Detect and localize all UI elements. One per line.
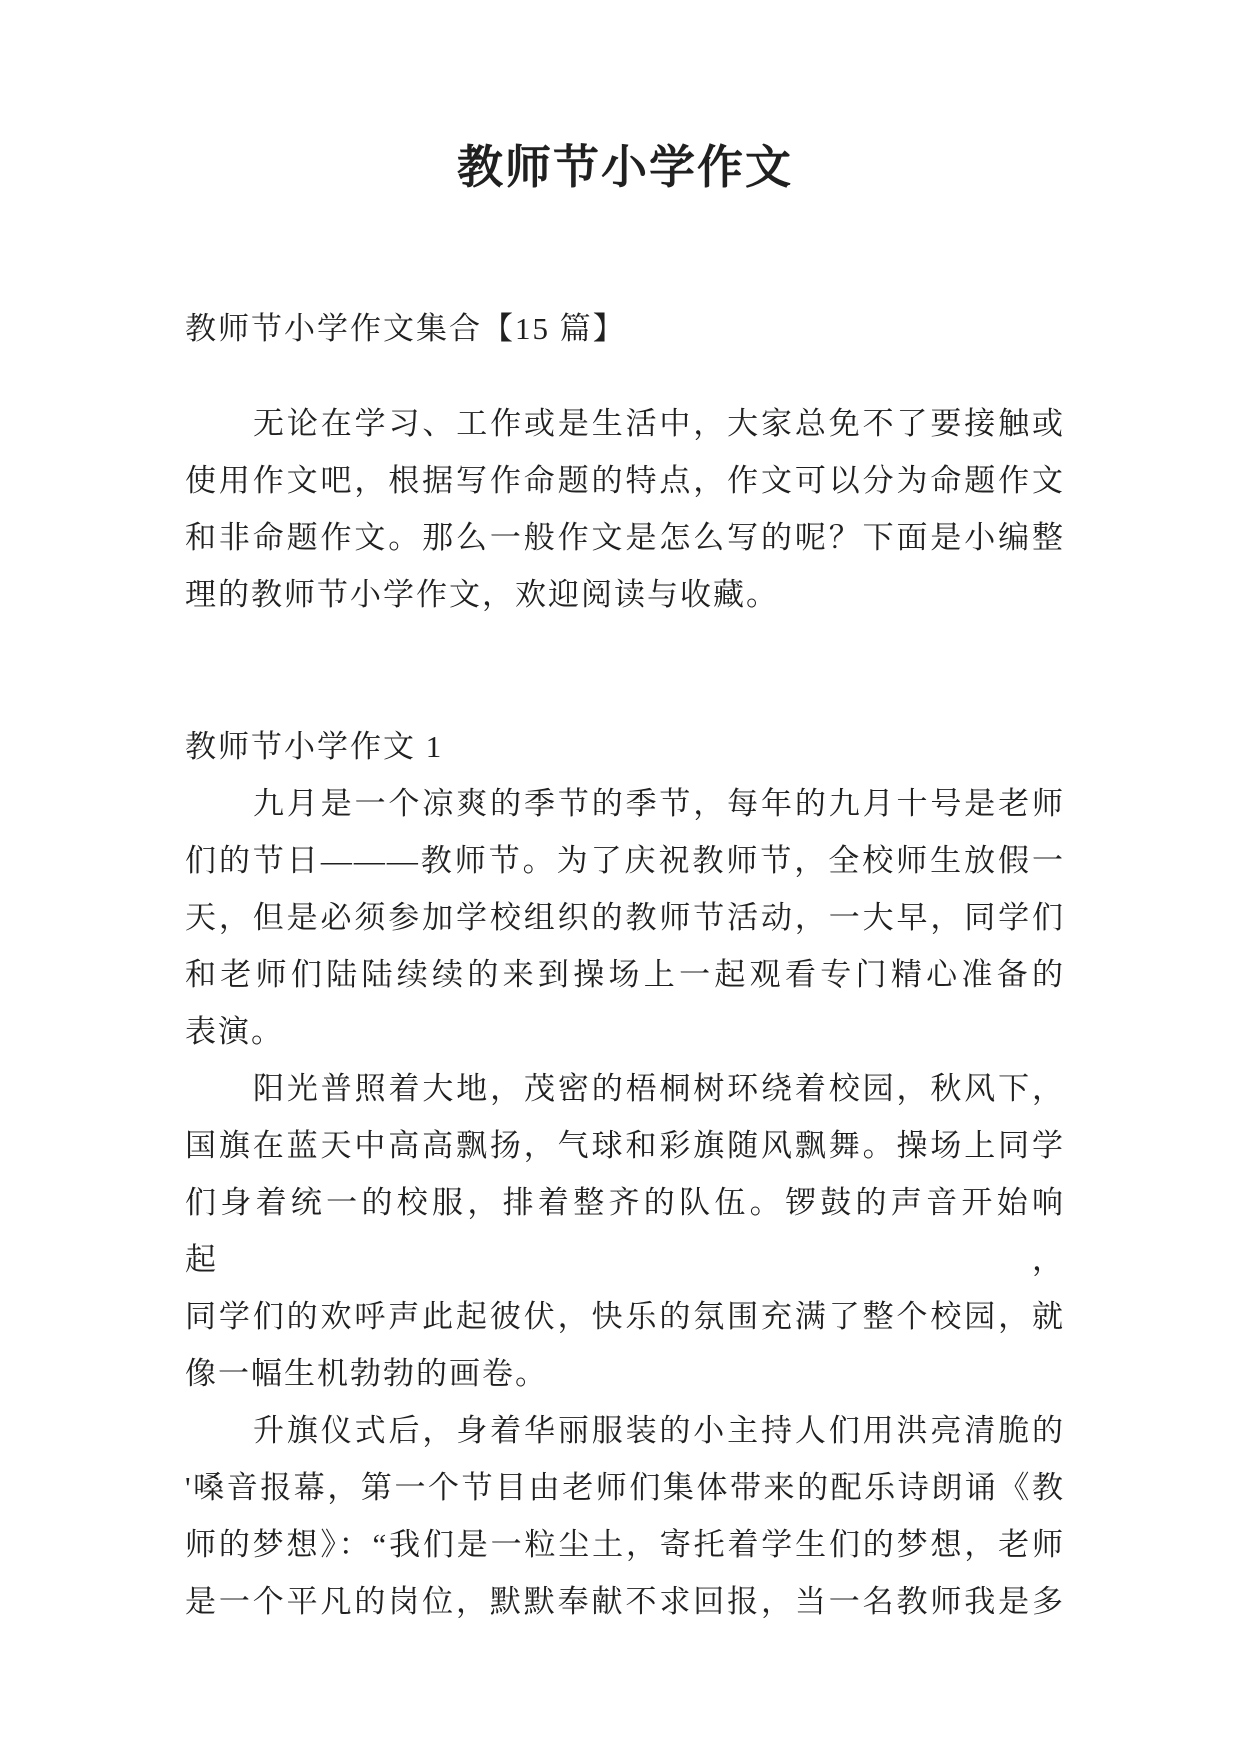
essay-heading (185, 718, 1065, 775)
text-line: 理的教师节小学作文，欢迎阅读与收藏。 (185, 577, 779, 612)
doc-subtitle (185, 300, 1065, 357)
text-line: 们身着统一的校服，排着整齐的队伍。锣鼓的声音开始响起， (185, 1185, 1065, 1277)
text-line: 九月是一个凉爽的季节的季节，每年的九月十号是老师 (253, 786, 1065, 821)
text-line: 阳光普照着大地，茂密的梧桐树环绕着校园，秋风下， (253, 1071, 1065, 1106)
text-line: 升旗仪式后，身着华丽服装的小主持人们用洪亮清脆的 (253, 1413, 1065, 1448)
text-line: 和老师们陆陆续续的来到操场上一起观看专门精心准备的 (185, 957, 1065, 992)
text-line: 们的节日———教师节。为了庆祝教师节，全校师生放假一 (185, 843, 1065, 878)
text-line: 使用作文吧，根据写作命题的特点，作文可以分为命题作文 (185, 463, 1065, 498)
paragraph (185, 395, 1065, 623)
text-line: 是一个平凡的岗位，默默奉献不求回报，当一名教师我是多 (185, 1584, 1065, 1619)
text-line: 和非命题作文。那么一般作文是怎么写的呢？下面是小编整 (185, 520, 1065, 555)
text-line: 天，但是必须参加学校组织的教师节活动，一大早，同学们 (185, 900, 1065, 935)
doc-title: 教师节小学作文 (457, 142, 793, 193)
doc-body (185, 300, 1065, 1630)
text-line: '嗓音报幕，第一个节目由老师们集体带来的配乐诗朗诵《教 (185, 1470, 1065, 1505)
text-line: 同学们的欢呼声此起彼伏，快乐的氛围充满了整个校园，就 (185, 1299, 1065, 1334)
doc-column (185, 0, 1065, 1630)
text-line: 无论在学习、工作或是生活中，大家总免不了要接触或 (253, 406, 1065, 441)
text-line: 教师节小学作文集合【15 篇】 (185, 311, 626, 346)
paragraph (185, 1402, 1065, 1630)
blank-line (185, 623, 1065, 718)
paragraph (185, 1060, 1065, 1402)
text-line: 教师节小学作文 1 (185, 729, 444, 764)
text-line: 国旗在蓝天中高高飘扬，气球和彩旗随风飘舞。操场上同学 (185, 1128, 1065, 1163)
text-line: 像一幅生机勃勃的画卷。 (185, 1356, 548, 1391)
text-line: 表演。 (185, 1014, 284, 1049)
paragraph (185, 775, 1065, 1060)
text-line: 师的梦想》：“我们是一粒尘土，寄托着学生们的梦想，老师 (185, 1527, 1065, 1562)
